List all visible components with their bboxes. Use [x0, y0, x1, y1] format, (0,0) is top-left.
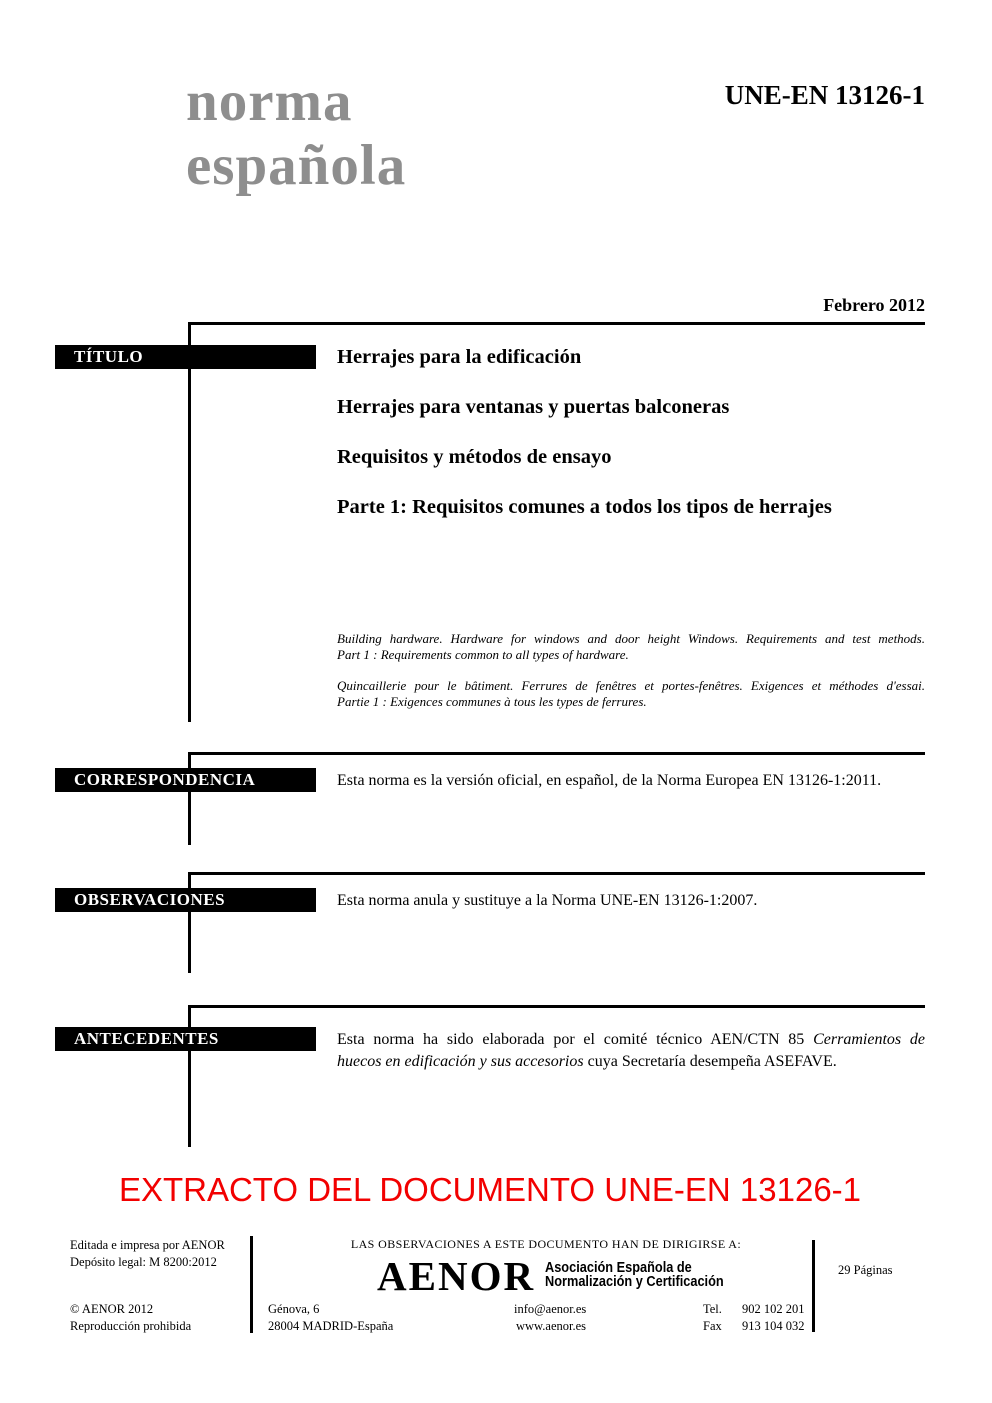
- title-english-line-2: Part 1 : Requirements common to all types of hardware.: [337, 647, 629, 662]
- footer-tel-value: 902 102 201: [742, 1302, 805, 1316]
- correspondencia-label-bar: [55, 768, 316, 792]
- publication-date: Febrero 2012: [823, 295, 925, 315]
- footer-divider-right: [812, 1240, 815, 1332]
- document-code: UNE-EN 13126-1: [724, 80, 925, 110]
- titulo-vertical-rule: [188, 322, 191, 722]
- titulo-label-bar: [55, 345, 316, 369]
- footer-page-count: 29 Páginas: [838, 1263, 893, 1277]
- footer-website: www.aenor.es: [516, 1319, 587, 1333]
- observaciones-top-rule: [188, 872, 925, 875]
- footer-reproduction-notice: Reproducción prohibida: [70, 1319, 192, 1333]
- title-english-line-1: Building hardware. Hardware for windows and door height Windows. Requirements and test methods.: [337, 631, 925, 646]
- brand-wordmark: [186, 70, 406, 198]
- antecedentes-text-line-2: [337, 1051, 925, 1073]
- footer-observations-notice: LAS OBSERVACIONES A ESTE DOCUMENTO HAN DE DIRIGIRSE A:: [350, 1237, 742, 1251]
- extract-banner: EXTRACTO DEL DOCUMENTO UNE-EN 13126-1: [118, 1171, 862, 1208]
- brand-line1: norma: [186, 70, 353, 133]
- antecedentes-top-rule: [188, 1005, 925, 1008]
- aenor-subtitle-line-1: Asociación Española de: [545, 1260, 692, 1276]
- antecedentes-text-line-1: [337, 1029, 925, 1051]
- footer-tel-label: Tel.: [703, 1302, 722, 1316]
- correspondencia-vertical-rule: [188, 752, 191, 845]
- footer-legal-deposit: Depósito legal: M 8200:2012: [70, 1255, 217, 1269]
- title-line-2: Herrajes para ventanas y puertas balconeras: [337, 396, 730, 418]
- footer-fax-value: 913 104 032: [742, 1319, 805, 1333]
- antecedentes-label: ANTECEDENTES: [74, 1029, 219, 1048]
- antecedentes-text-regular-1: Esta norma ha sido elaborada por el comité técnico AEN/CTN 85: [337, 1031, 814, 1048]
- footer-published-by: Editada e impresa por AENOR: [70, 1238, 225, 1252]
- correspondencia-text: Esta norma es la versión oficial, en español, de la Norma Europea EN 13126-1:2011.: [337, 772, 882, 789]
- aenor-logo-subtitle: [545, 1262, 724, 1289]
- title-french: [337, 678, 925, 710]
- title-french-line-1: Quincaillerie pour le bâtiment. Ferrures de fenêtres et portes-fenêtres. Exigences et méthodes d'essai.: [337, 678, 925, 693]
- title-line-4: Parte 1: Requisitos comunes a todos los tipos de herrajes: [337, 496, 832, 518]
- footer-address-street: Génova, 6: [268, 1302, 320, 1316]
- antecedentes-text-italic-1: Cerramientos de: [813, 1031, 925, 1048]
- titulo-label: TÍTULO: [74, 347, 144, 366]
- footer-divider-left: [250, 1236, 253, 1333]
- title-english: [337, 631, 925, 663]
- correspondencia-label: CORRESPONDENCIA: [74, 770, 256, 789]
- title-line-3: Requisitos y métodos de ensayo: [337, 446, 612, 468]
- observaciones-label: OBSERVACIONES: [74, 890, 226, 909]
- footer-address-city: 28004 MADRID-España: [268, 1319, 394, 1333]
- antecedentes-text-italic-2: huecos en edificación y sus accesorios: [337, 1053, 584, 1070]
- footer-email: info@aenor.es: [514, 1302, 587, 1316]
- observaciones-text: Esta norma anula y sustituye a la Norma UNE-EN 13126-1:2007.: [337, 892, 758, 909]
- footer-fax-label: Fax: [703, 1319, 722, 1333]
- titulo-top-rule: [188, 322, 925, 325]
- title-french-line-2: Partie 1 : Exigences communes à tous les types de ferrures.: [337, 694, 647, 709]
- correspondencia-top-rule: [188, 752, 925, 755]
- brand-line2: española: [186, 134, 407, 197]
- title-line-1: Herrajes para la edificación: [337, 346, 582, 368]
- antecedentes-label-bar: [55, 1027, 316, 1051]
- antecedentes-text-regular-2: cuya Secretaría desempeña ASEFAVE.: [583, 1053, 837, 1070]
- aenor-subtitle-line-2: Normalización y Certificación: [545, 1273, 724, 1290]
- footer-copyright: © AENOR 2012: [70, 1302, 154, 1316]
- aenor-logo: AENOR: [377, 1253, 536, 1299]
- observaciones-label-bar: [55, 888, 316, 912]
